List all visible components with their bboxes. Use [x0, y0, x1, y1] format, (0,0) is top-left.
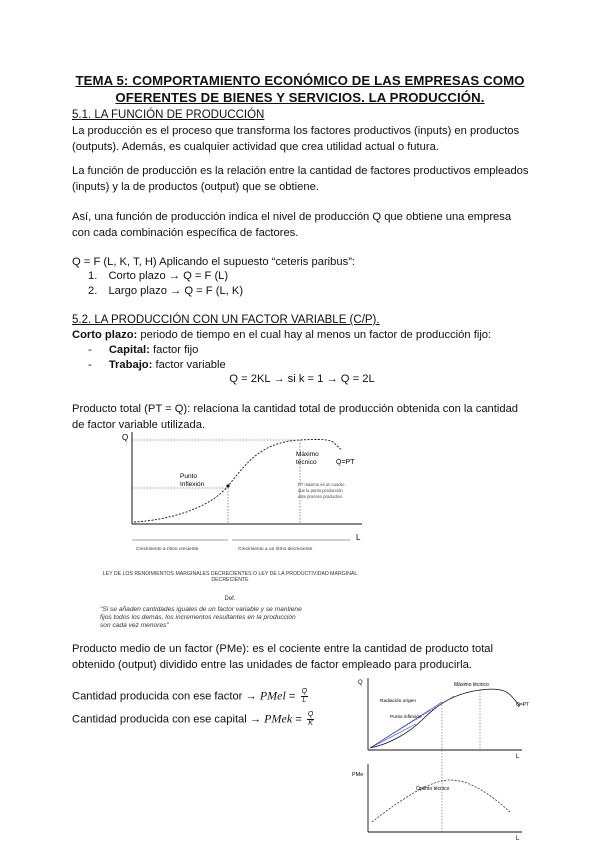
text-line: Producto medio de un factor (PMe): es el cociente entre la cantidad de producto total — [72, 643, 494, 655]
text-line: obtenido (output) dividido entre las unidades de factor empleado para producirla. — [72, 659, 472, 671]
section-2-heading: 5.2. LA PRODUCCIÓN CON UN FACTOR VARIABLE (C/P). — [72, 314, 380, 326]
title-line-1: TEMA 5: COMPORTAMIENTO ECONÓMICO DE LAS EMPRESAS COMO — [75, 73, 525, 88]
optimum-label: Óptimo técnico — [416, 786, 450, 792]
average-product-labor-row — [72, 688, 308, 705]
inflection-label: Punto inflexión — [390, 715, 422, 720]
text-line: (inputs) y la de productos (output) que se obtiene. — [72, 181, 319, 193]
bullet-dash: - — [88, 344, 92, 356]
list-item — [88, 269, 228, 284]
bullet-text: factor variable — [152, 359, 226, 371]
max-label: técnico — [296, 459, 317, 466]
top-y-label: Q — [358, 680, 363, 686]
text-line: DECRECIENTE — [211, 577, 249, 583]
top-x-label: L — [516, 754, 520, 760]
bullet-label: Trabajo: — [108, 359, 153, 371]
list-number: 1. — [88, 270, 98, 282]
math-symbol: PMek — [264, 711, 293, 726]
list-text: Largo plazo → Q = F (L, K) — [108, 285, 244, 297]
equation-line: Q = 2KL → si k = 1 → Q = 2L — [229, 373, 375, 385]
math-symbol: PMel — [259, 688, 286, 703]
inflection-point — [226, 484, 229, 487]
note-text: este proceso productivo — [298, 494, 343, 499]
denominator: K — [308, 720, 313, 727]
law-quote — [100, 606, 360, 630]
text-line: "Si se añaden cantidades iguales de un factor variable y se mantiene — [100, 606, 302, 613]
x-axis-label: L — [356, 533, 361, 542]
title-line-2: OFERENTES DE BIENES Y SERVICIOS. LA PRODUCCIÓN. — [115, 90, 485, 105]
list-text: Corto plazo → Q = F (L) — [108, 270, 229, 282]
section-1-paragraph-1 — [72, 123, 532, 155]
bottom-x-label: L — [516, 836, 520, 842]
list-item — [88, 343, 198, 358]
note-text: PT máximo es un cuadro — [298, 482, 345, 487]
bullet-text: factor fijo — [149, 344, 199, 356]
section-1-paragraph-2 — [72, 163, 532, 195]
inflection-label: Punto — [180, 473, 197, 480]
region-label: Crecimiento a ritmo creciente — [136, 547, 199, 552]
numerator: Q — [307, 711, 314, 718]
ray-label: Radiación origen — [380, 699, 417, 704]
section-1-heading: 5.1. LA FUNCIÓN DE PRODUCCIÓN — [72, 109, 265, 121]
fraction — [307, 711, 314, 728]
fraction — [301, 688, 308, 705]
bullet-dash: - — [88, 359, 92, 371]
text-line: LEY DE LOS RENDIMIENTOS MARGINALES DECRECIENTES O LEY DE LA PRODUCTIVIDAD MARGINAL — [102, 571, 358, 577]
section-1-paragraph-3 — [72, 209, 532, 241]
text-line: Así, una función de producción indica el nivel de producción Q que obtiene una empresa — [72, 211, 512, 223]
total-product-graph — [110, 428, 370, 558]
text-line: fijos todos los demás, los incrementos resultantes en la producción — [100, 614, 296, 621]
list-number: 2. — [88, 285, 98, 297]
law-definition-label: Def. — [224, 596, 236, 602]
list-item — [88, 358, 226, 373]
short-term-definition — [72, 327, 532, 343]
bullet-label: Capital: — [108, 344, 150, 356]
text-line: Producto total (PT = Q): relaciona la cantidad total de producción obtenida con la cantidad — [72, 403, 519, 415]
max-label: Máximo — [296, 451, 319, 458]
max-label: Máximo técnico — [454, 682, 489, 688]
law-title — [80, 571, 380, 583]
text-line: con cada combinación específica de factores. — [72, 227, 299, 239]
text-line: (outputs). Además, es cualquier actividad que crea utilidad actual o futura. — [72, 141, 439, 153]
document-title — [60, 72, 540, 106]
inflection-label: Inflexión — [180, 481, 205, 488]
row-text: Cantidad producida con ese capital → — [72, 713, 265, 726]
row-text: Cantidad producida con ese factor → — [72, 690, 260, 703]
curve-label: Q=PT — [336, 459, 355, 466]
average-product-definition — [72, 641, 532, 673]
denominator: L — [302, 697, 307, 704]
y-axis-label: Q — [122, 433, 129, 442]
text-line: La función de producción es la relación entre la cantidad de factores productivos empleados — [72, 165, 529, 177]
text-line: La producción es el proceso que transforma los factores productivos (inputs) en productos — [72, 125, 520, 137]
note-text: que la punto producción — [298, 488, 343, 493]
short-term-label: Corto plazo: — [72, 329, 138, 341]
short-term-text: periodo de tiempo en el cual hay al menos un factor de producción fijo: — [137, 329, 492, 341]
curve-label: Q=PT — [516, 702, 530, 708]
equals-sign: = — [285, 690, 299, 703]
origin-ray — [370, 724, 416, 748]
text-line: son cada vez menores" — [100, 622, 169, 629]
production-function-formula: Q = F (L, K, T, H) Aplicando el supuesto “ceteris paribus”: — [72, 256, 356, 268]
numerator: Q — [301, 688, 308, 695]
average-product-capital-row — [72, 711, 314, 728]
text-line: de factor variable utilizada. — [72, 419, 206, 431]
list-item — [88, 284, 243, 299]
equals-sign: = — [292, 713, 305, 726]
region-label: Crecimiento a un ritmo decreciente — [238, 547, 313, 552]
average-product-graph — [350, 672, 550, 842]
bottom-y-label: PMe — [352, 772, 364, 778]
